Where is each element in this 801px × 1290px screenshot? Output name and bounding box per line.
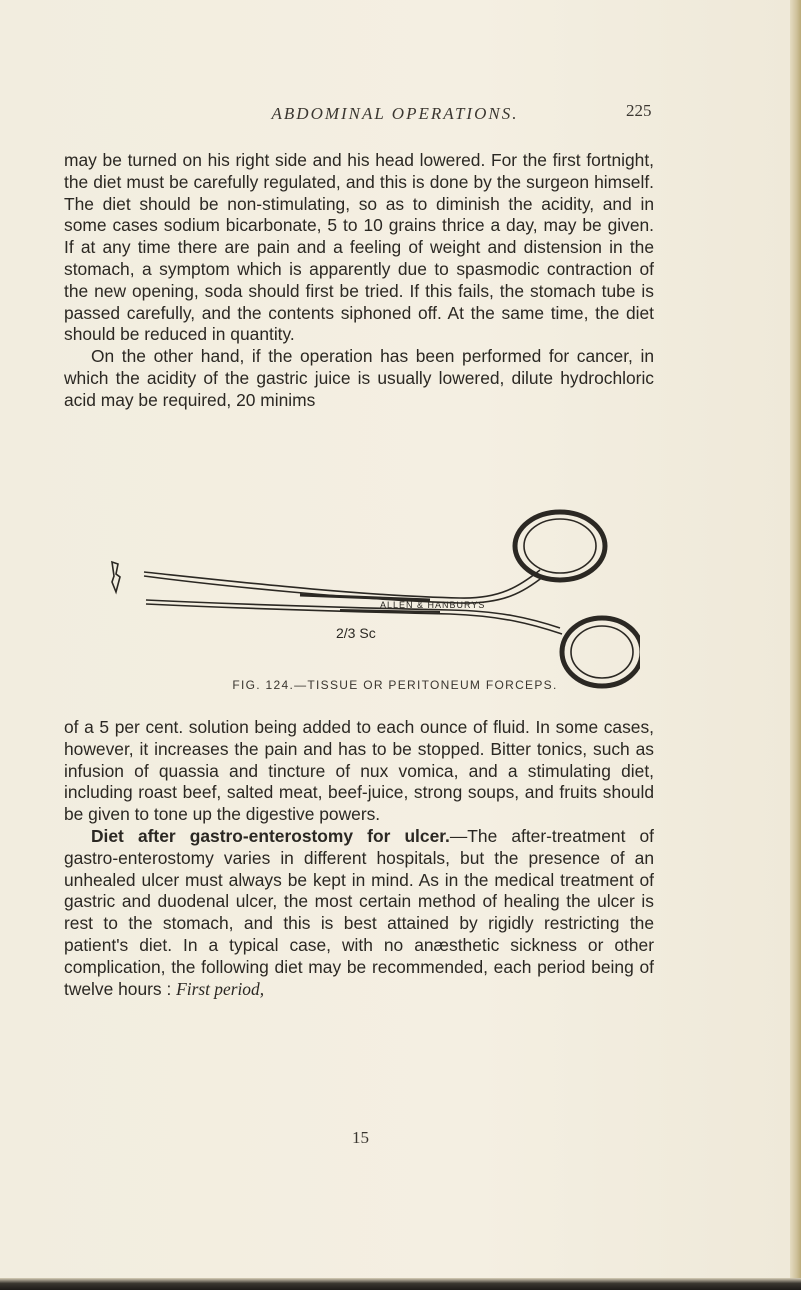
paragraph: may be turned on his right side and his head lowered. For the first fortnight, the diet must be carefully regulated, and this is done by the surgeon himself. The diet should be non-stimulating, so as to diminish the acidity, and in some cases sodium bicarbonate, 5 to 10 grains thrice a day, may be given. If at any time there are pain and a feeling of weight and distension in the stomach, a symptom which is apparently due to spasmodic contraction of the new opening, soda should first be tried. If this fails, the stomach tube is passed carefully, and the contents siphoned off. At the same time, the diet should be reduced in quantity. [64,150,654,345]
italic-text: First period, [176,978,265,999]
scale-note: 2/3 Sc [336,625,376,641]
body-text-top [64,150,654,412]
signature-mark: 15 [352,1128,369,1147]
page-bottom-edge [0,1278,801,1290]
instrument-marking: ALLEN & HANBURYS [380,600,486,610]
forceps-tip-sketch [112,562,120,592]
body-text-bottom [64,717,654,1000]
forceps-lower-ring [562,618,640,686]
page-number: 225 [626,101,652,120]
forceps-illustration [100,500,640,700]
paragraph-text: —The after-treatment of gastro-enterostomy varies in different hospitals, but the presence of an unhealed ulcer must always be kept in mind. As in the medical treatment of gastric and duodenal ulcer, the most certain method of healing the ulcer is rest to the stomach, and this is best attained by rigidly restricting the patient's diet. In a typical case, with no anæsthetic sickness or other complication, the following diet may be recommended, each period being of twelve hours : [64,825,655,999]
forceps-upper-blade [144,570,540,598]
paragraph [64,826,654,1000]
running-title: ABDOMINAL OPERATIONS. [271,104,519,123]
forceps-lower-blade [146,600,560,628]
paragraph: of a 5 per cent. solution being added to each ounce of fluid. In some cases, however, it increases the pain and has to be stopped. Bitter tonics, such as infusion of quassia and tincture of nux vomica, and a stimulating diet, including roast beef, salted meat, beef-juice, strong soups, and fruits should be given to tone up the digestive powers. [64,717,654,825]
figure-caption: FIG. 124.—TISSUE OR PERITONEUM FORCEPS. [232,678,558,692]
section-heading: Diet after gastro-enterostomy for ulcer. [91,825,450,846]
forceps-upper-ring [515,512,605,580]
page-edge [790,0,801,1290]
paragraph: On the other hand, if the operation has been performed for cancer, in which the acidity of the gastric juice is usually lowered, dilute hydrochloric acid may be required, 20 minims [64,346,654,410]
